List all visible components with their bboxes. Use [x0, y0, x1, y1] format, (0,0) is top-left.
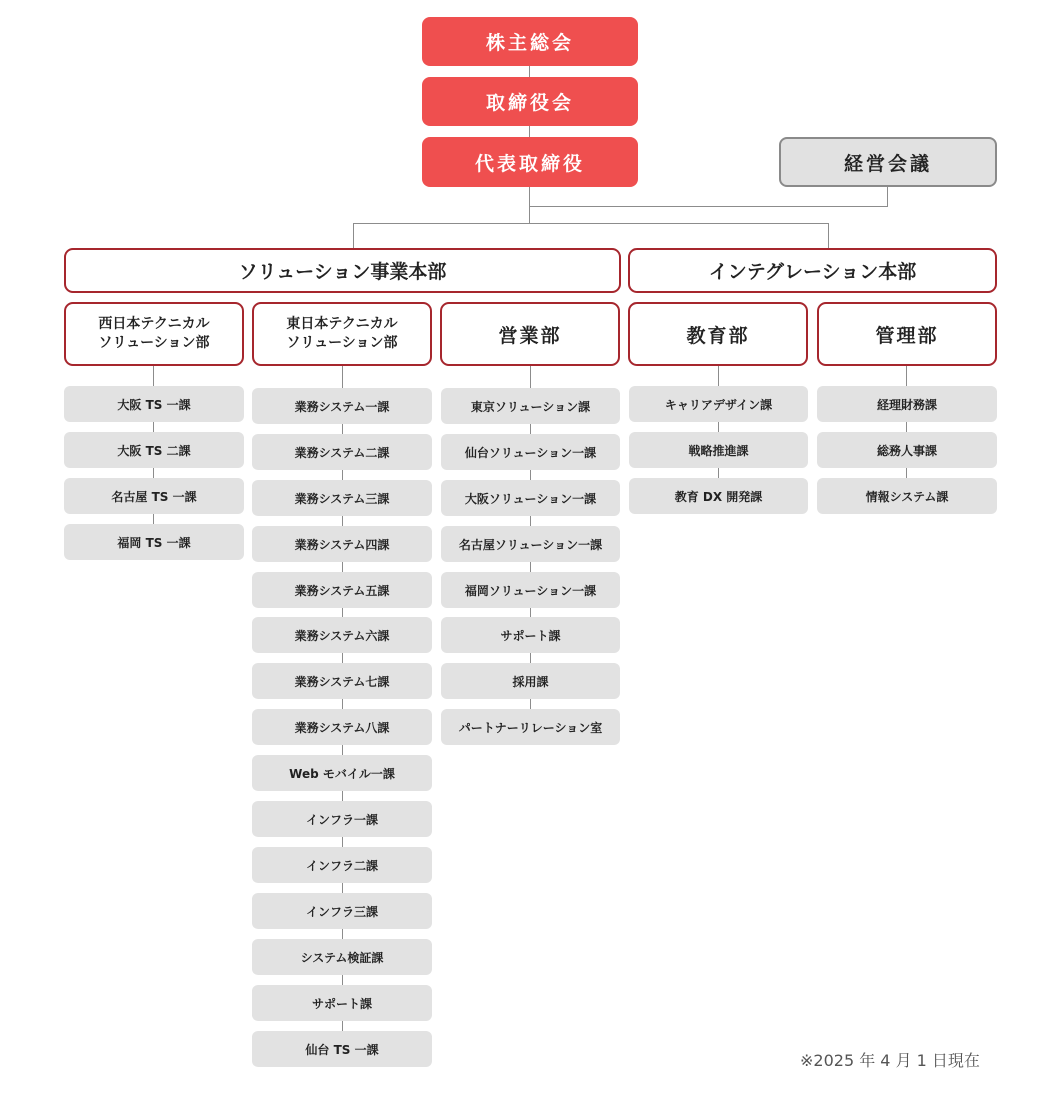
connector-hq-horizontal: [353, 223, 829, 224]
dept-east-japan-technical-solution: [252, 302, 432, 366]
dept-label-line: ソリューション部: [98, 335, 210, 351]
section-box: 業務システム三課: [252, 480, 432, 516]
as-of-date-note: ※2025 年 4 月 1 日現在: [800, 1051, 980, 1070]
section-box: 大阪 TS 一課: [64, 386, 244, 422]
section-box: 名古屋ソリューション一課: [441, 526, 620, 562]
section-box: パートナーリレーション室: [441, 709, 620, 745]
hq-integration: インテグレーション本部: [628, 248, 997, 293]
section-box: 業務システム五課: [252, 572, 432, 608]
section-box: 福岡ソリューション一課: [441, 572, 620, 608]
shareholders-meeting-box: 株主総会: [422, 17, 638, 66]
section-box: 業務システム八課: [252, 709, 432, 745]
section-box: 名古屋 TS 一課: [64, 478, 244, 514]
section-box: サポート課: [252, 985, 432, 1021]
dept-label-line: 東日本テクニカル: [286, 316, 398, 332]
section-box: 仙台ソリューション一課: [441, 434, 620, 470]
dept-sales: [440, 302, 620, 366]
section-box: 東京ソリューション課: [441, 388, 620, 424]
section-box: 業務システム七課: [252, 663, 432, 699]
connector-hq-left: [353, 223, 354, 249]
section-box: 大阪ソリューション一課: [441, 480, 620, 516]
connector-council-horizontal: [529, 206, 888, 207]
connector-hq-right: [828, 223, 829, 249]
management-council-box: 経営会議: [779, 137, 997, 187]
section-box: 総務人事課: [817, 432, 997, 468]
section-box: インフラ一課: [252, 801, 432, 837]
section-box: システム検証課: [252, 939, 432, 975]
section-box: 仙台 TS 一課: [252, 1031, 432, 1067]
section-box: 教育 DX 開発課: [629, 478, 808, 514]
section-box: インフラ三課: [252, 893, 432, 929]
dept-label-line: 西日本テクニカル: [98, 316, 210, 332]
section-box: 業務システム二課: [252, 434, 432, 470]
dept-education: [628, 302, 808, 366]
dept-label-line: 教育部: [686, 324, 750, 347]
section-box: キャリアデザイン課: [629, 386, 808, 422]
section-box: 情報システム課: [817, 478, 997, 514]
section-box: 戦略推進課: [629, 432, 808, 468]
representative-director-box: 代表取締役: [422, 137, 638, 187]
section-box: 福岡 TS 一課: [64, 524, 244, 560]
dept-label-line: 営業部: [498, 324, 562, 347]
section-box: 業務システム一課: [252, 388, 432, 424]
section-box: サポート課: [441, 617, 620, 653]
board-of-directors-box: 取締役会: [422, 77, 638, 126]
dept-label-line: 管理部: [875, 324, 939, 347]
dept-west-japan-technical-solution: [64, 302, 244, 366]
hq-solution-business: ソリューション事業本部: [64, 248, 621, 293]
section-box: 経理財務課: [817, 386, 997, 422]
section-box: Web モバイル一課: [252, 755, 432, 791]
dept-administration: [817, 302, 997, 366]
section-box: 採用課: [441, 663, 620, 699]
section-box: インフラ二課: [252, 847, 432, 883]
section-box: 大阪 TS 二課: [64, 432, 244, 468]
section-box: 業務システム六課: [252, 617, 432, 653]
section-box: 業務システム四課: [252, 526, 432, 562]
connector-hq-spine: [529, 207, 530, 224]
connector-council-down: [887, 187, 888, 207]
dept-label-line: ソリューション部: [286, 335, 398, 351]
